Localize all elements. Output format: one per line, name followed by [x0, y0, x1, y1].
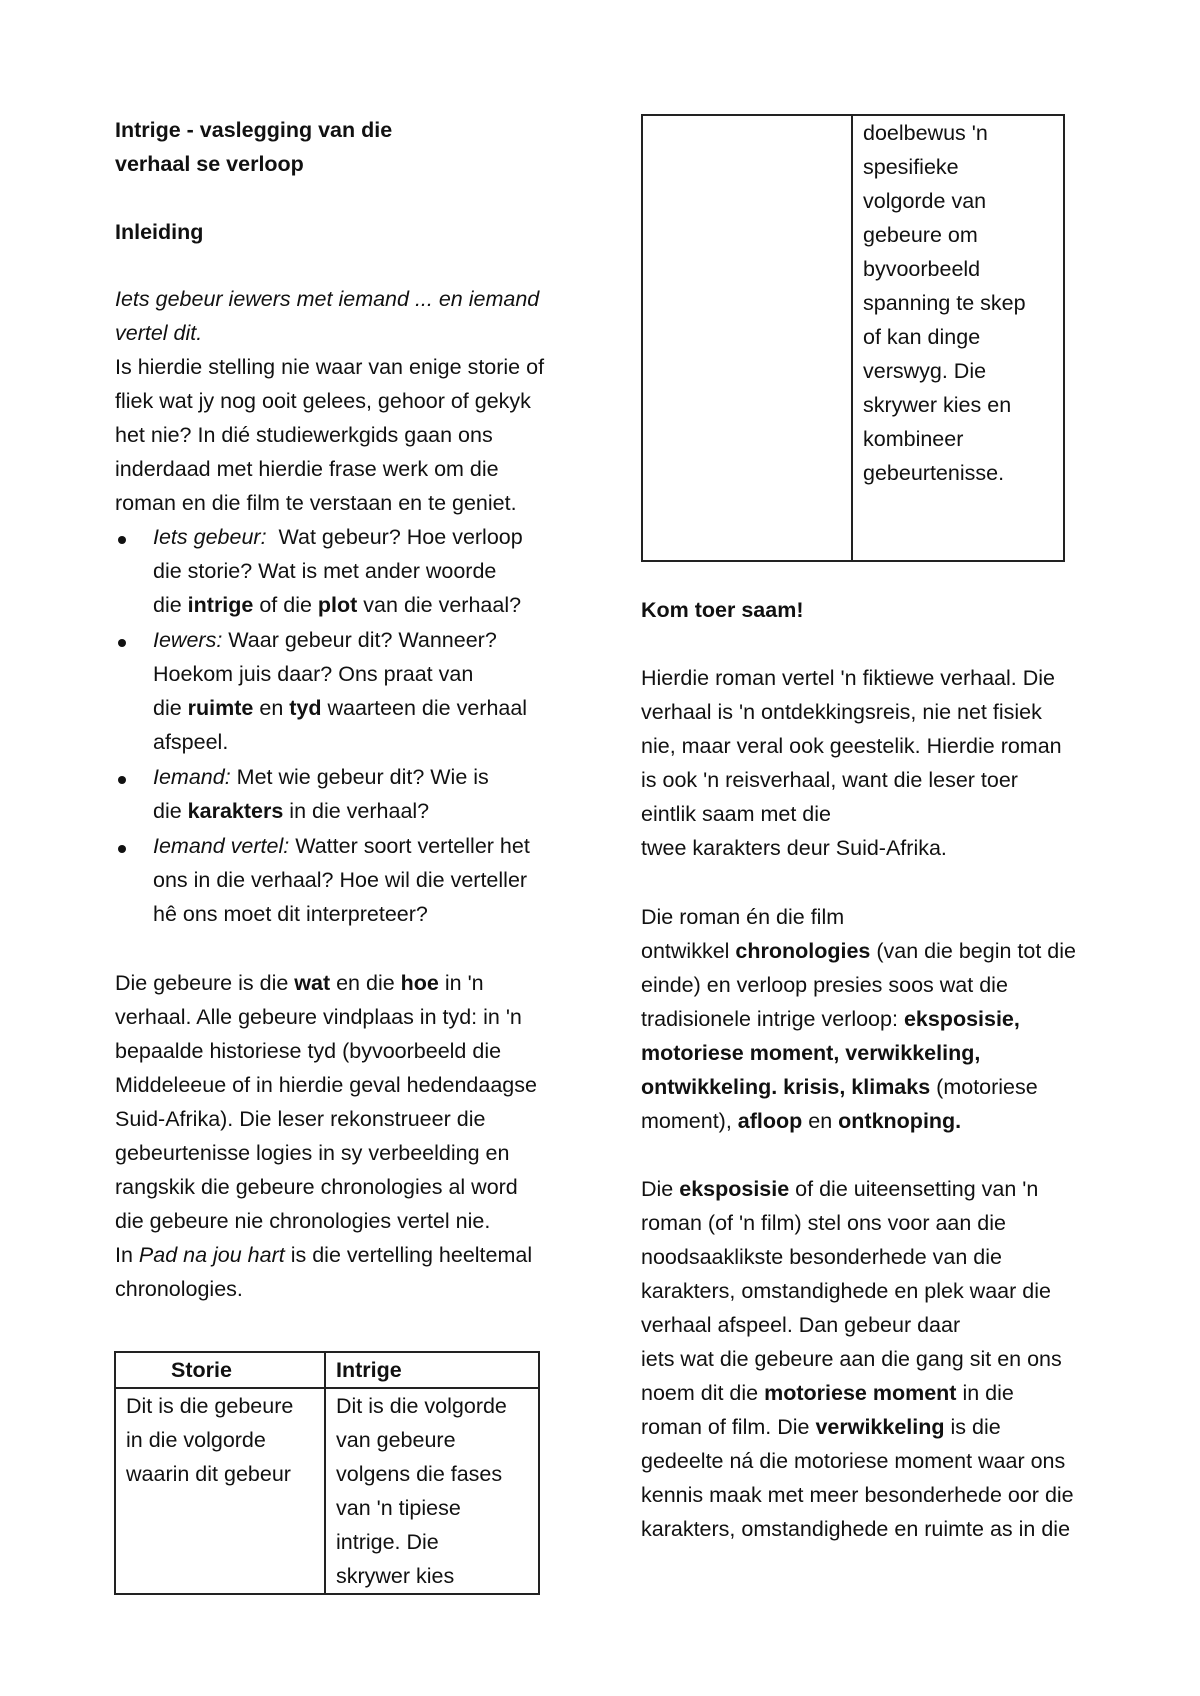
- paragraph-line: Middeleeue of in hierdie geval hedendaagse: [115, 1073, 537, 1097]
- paragraph-line: fliek wat jy nog ooit gelees, gehoor of gekyk: [115, 389, 531, 413]
- paragraph-line: noem dit die motoriese moment in die: [641, 1381, 1014, 1405]
- paragraph-line: verhaal afspeel. Dan gebeur daar: [641, 1313, 961, 1337]
- storie-intrige-table: [114, 1351, 540, 1595]
- table-header-row: [115, 1352, 539, 1388]
- paragraph-line: bepaalde historiese tyd (byvoorbeeld die: [115, 1039, 502, 1063]
- paragraph-line: eintlik saam met die: [641, 802, 831, 826]
- paragraph-line: twee karakters deur Suid-Afrika.: [641, 836, 947, 860]
- paragraph-line: ontwikkeling. krisis, klimaks (motoriese: [641, 1075, 1038, 1099]
- paragraph-line: roman en die film te verstaan en te geniet.: [115, 491, 517, 515]
- quote-line-1: Iets gebeur iewers met iemand ... en iemand: [115, 287, 540, 311]
- paragraph-line: iets wat die gebeure aan die gang sit en ons: [641, 1347, 1062, 1371]
- paragraph-line: tradisionele intrige verloop: eksposisie,: [641, 1007, 1020, 1031]
- paragraph-line: karakters, omstandighede en plek waar die: [641, 1279, 1051, 1303]
- table-cell-intrige: Dit is die volgorde van gebeure volgens die fases van 'n tipiese intrige. Die skrywer kies: [325, 1388, 539, 1594]
- section-heading-kom-toer-saam: Kom toer saam!: [641, 598, 804, 622]
- paragraph-line: karakters, omstandighede en ruimte as in die: [641, 1517, 1071, 1541]
- paragraph-line: motoriese moment, verwikkeling,: [641, 1041, 981, 1065]
- bullet-item-iets-gebeur: Iets gebeur: Wat gebeur? Hoe verloop: [153, 525, 523, 549]
- section-heading-inleiding: Inleiding: [115, 220, 204, 244]
- paragraph-line: inderdaad met hierdie frase werk om die: [115, 457, 499, 481]
- paragraph-line: is ook 'n reisverhaal, want die leser toer: [641, 768, 1018, 792]
- paragraph-line: kennis maak met meer besonderhede oor die: [641, 1483, 1074, 1507]
- bullet-icon: [118, 536, 126, 544]
- bullet-icon: [118, 845, 126, 853]
- table-row: [115, 1388, 539, 1594]
- bullet-continuation: die intrige of die plot van die verhaal?: [153, 593, 522, 617]
- paragraph-line: roman of film. Die verwikkeling is die: [641, 1415, 1001, 1439]
- table-header-intrige: Intrige: [325, 1352, 539, 1388]
- paragraph-line: Is hierdie stelling nie waar van enige storie of: [115, 355, 545, 379]
- paragraph-line: gebeurtenisse logies in sy verbeelding en: [115, 1141, 510, 1165]
- bullet-continuation: die karakters in die verhaal?: [153, 799, 430, 823]
- bullet-continuation: afspeel.: [153, 730, 229, 754]
- paragraph-line: Die gebeure is die wat en die hoe in 'n: [115, 971, 484, 995]
- bullet-item-iewers: Iewers: Waar gebeur dit? Wanneer?: [153, 628, 497, 652]
- paragraph-line: nie, maar veral ook geestelik. Hierdie roman: [641, 734, 1062, 758]
- paragraph-line: Die eksposisie of die uiteensetting van 'n: [641, 1177, 1039, 1201]
- bullet-continuation: Hoekom juis daar? Ons praat van: [153, 662, 474, 686]
- table-cell-empty: [642, 115, 852, 561]
- paragraph-line: noodsaaklikste besonderhede van die: [641, 1245, 1002, 1269]
- document-title-line-1: Intrige - vaslegging van die: [115, 118, 393, 142]
- bullet-continuation: ons in die verhaal? Hoe wil die verteller: [153, 868, 528, 892]
- bullet-icon: [118, 776, 126, 784]
- paragraph-line: gedeelte ná die motoriese moment waar ons: [641, 1449, 1066, 1473]
- paragraph-line: chronologies.: [115, 1277, 243, 1301]
- bullet-continuation: hê ons moet dit interpreteer?: [153, 902, 428, 926]
- paragraph-line: Die roman én die film: [641, 905, 845, 929]
- bullet-continuation: die storie? Wat is met ander woorde: [153, 559, 497, 583]
- bullet-continuation: die ruimte en tyd waarteen die verhaal: [153, 696, 528, 720]
- paragraph-line: verhaal. Alle gebeure vindplaas in tyd: in 'n: [115, 1005, 522, 1029]
- table-row: [642, 115, 1064, 561]
- paragraph-line: Suid-Afrika). Die leser rekonstrueer die: [115, 1107, 486, 1131]
- paragraph-line: het nie? In dié studiewerkgids gaan ons: [115, 423, 493, 447]
- paragraph-line: roman (of 'n film) stel ons voor aan die: [641, 1211, 1006, 1235]
- paragraph-line: Hierdie roman vertel 'n fiktiewe verhaal. Die: [641, 666, 1055, 690]
- table-continuation: [641, 114, 1065, 562]
- paragraph-line: moment), afloop en ontknoping.: [641, 1109, 962, 1133]
- paragraph-line: einde) en verloop presies soos wat die: [641, 973, 1008, 997]
- bullet-item-iemand-vertel: Iemand vertel: Watter soort verteller het: [153, 834, 530, 858]
- table-cell-storie: Dit is die gebeure in die volgorde waarin dit gebeur: [115, 1388, 325, 1594]
- paragraph-line: ontwikkel chronologies (van die begin tot die: [641, 939, 1076, 963]
- bullet-icon: [118, 639, 126, 647]
- paragraph-line: die gebeure nie chronologies vertel nie.: [115, 1209, 491, 1233]
- paragraph-line: verhaal is 'n ontdekkingsreis, nie net fisiek: [641, 700, 1042, 724]
- table-cell-intrige-continued: doelbewus 'n spesifieke volgorde van gebeure om byvoorbeeld spanning te skep of kan dinge verswyg. Die skrywer kies en kombineer gebeurtenisse.: [852, 115, 1064, 561]
- paragraph-line: In Pad na jou hart is die vertelling heeltemal: [115, 1243, 533, 1267]
- paragraph-line: rangskik die gebeure chronologies al word: [115, 1175, 518, 1199]
- table-header-storie: Storie: [115, 1352, 325, 1388]
- document-title-line-2: verhaal se verloop: [115, 152, 304, 176]
- quote-line-2: vertel dit.: [115, 321, 203, 345]
- bullet-item-iemand: Iemand: Met wie gebeur dit? Wie is: [153, 765, 489, 789]
